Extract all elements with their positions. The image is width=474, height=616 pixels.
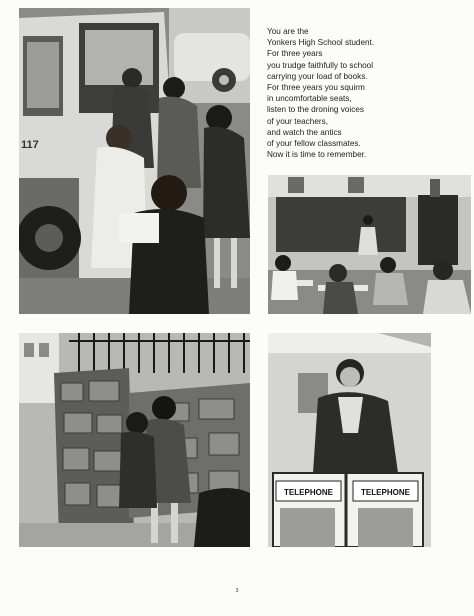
flag-icon [430, 179, 440, 197]
poem-text [267, 26, 467, 160]
photo-girls-by-stone-wall [19, 333, 250, 547]
poem-line: and watch the antics [267, 127, 342, 137]
poem-line: Yonkers High School student. [267, 38, 375, 48]
poem-line: For three years [267, 49, 323, 59]
poem-line: listen to the droning voices [267, 105, 364, 115]
poem-line: carrying your load of books. [267, 71, 368, 81]
photo-classroom [268, 175, 471, 314]
photo-students-boarding-bus [19, 8, 250, 314]
telephone-sign-right: TELEPHONE [361, 488, 410, 497]
bus-number: 117 [21, 139, 39, 151]
poem-line: of your teachers, [267, 116, 328, 126]
poem-line: in uncomfortable seats, [267, 94, 352, 104]
poem-line: of your fellow classmates. [267, 139, 361, 149]
page-number: 3 [235, 588, 239, 594]
poem-line: You are the [267, 27, 309, 36]
poem-line: you trudge faithfully to school [267, 60, 374, 70]
poem-line: Now it is time to remember. [267, 150, 367, 160]
photo-student-at-telephone-booth [268, 333, 431, 547]
poem-line: For three years you squirm [267, 83, 365, 93]
telephone-sign-left: TELEPHONE [284, 488, 333, 497]
